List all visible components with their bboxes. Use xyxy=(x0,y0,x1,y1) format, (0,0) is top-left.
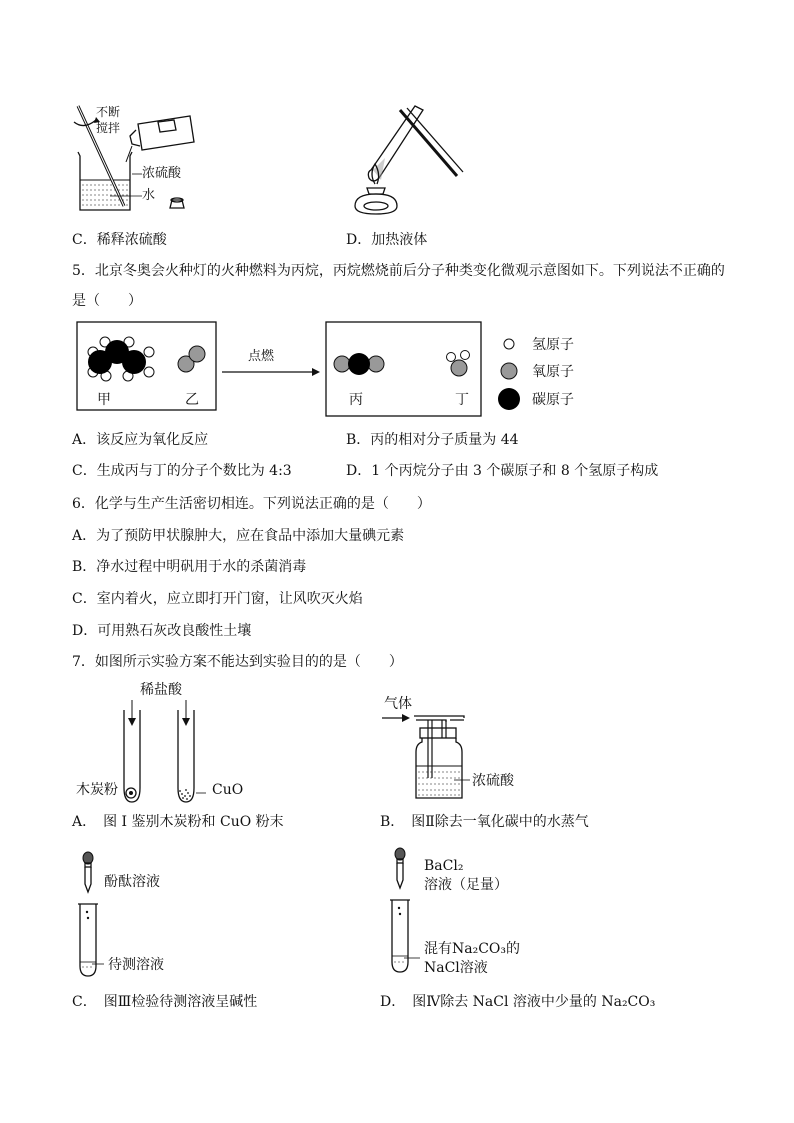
fig2-gas-label: 气体 xyxy=(384,696,412,712)
fig1-cuo-label: CuO xyxy=(212,782,244,798)
q5-option-d[interactable]: D．1 个丙烷分子由 3 个碳原子和 8 个氢原子构成 xyxy=(346,463,659,479)
fig4-mixture-label-1: 混有Na₂CO₃的 xyxy=(424,941,521,957)
label-bing: 丙 xyxy=(349,392,363,408)
label-yi: 乙 xyxy=(185,392,199,408)
fig2-acid-label: 浓硫酸 xyxy=(472,773,514,789)
fig1-acid-label: 稀盐酸 xyxy=(140,682,182,698)
q6-option-d[interactable]: D．可用熟石灰改良酸性土壤 xyxy=(72,623,252,639)
q4-option-d[interactable]: D．加热液体 xyxy=(346,232,428,248)
label-jia: 甲 xyxy=(97,392,111,408)
q6-option-a[interactable]: A．为了预防甲状腺肿大，应在食品中添加大量碘元素 xyxy=(72,528,405,544)
fig3-reagent-label: 酚酞溶液 xyxy=(104,874,160,890)
q5-stem-line2: 是（ ） xyxy=(72,293,142,309)
stir-label-1: 不断 xyxy=(96,105,121,119)
q7-option-d[interactable]: D． 图Ⅳ除去 NaCl 溶液中少量的 Na₂CO₃ xyxy=(380,994,656,1010)
q5-option-c[interactable]: C．生成丙与丁的分子个数比为 4:3 xyxy=(72,463,292,479)
heat-liquid-figure xyxy=(345,100,465,220)
q4-option-c[interactable]: C．稀释浓硫酸 xyxy=(72,232,167,248)
fig4-reagent-label-2: 溶液（足量） xyxy=(424,877,508,893)
label-ding: 丁 xyxy=(455,392,469,408)
legend-carbon: 碳原子 xyxy=(532,392,574,408)
q7-stem: 7．如图所示实验方案不能达到实验目的的是（ ） xyxy=(72,654,403,670)
fig1-charcoal-label: 木炭粉 xyxy=(76,782,118,798)
q5-option-b[interactable]: B．丙的相对分子质量为 44 xyxy=(346,432,519,448)
water-label: 水 xyxy=(142,188,156,203)
q6-option-c[interactable]: C．室内着火，应立即打开门窗，让风吹灭火焰 xyxy=(72,591,363,607)
q7-option-b[interactable]: B． 图Ⅱ除去一氧化碳中的水蒸气 xyxy=(380,814,589,830)
stir-label-2: 搅拌 xyxy=(96,121,121,135)
q7-option-a[interactable]: A． 图 I 鉴别木炭粉和 CuO 粉末 xyxy=(72,814,284,830)
conc-acid-label: 浓硫酸 xyxy=(142,166,182,181)
legend-oxygen: 氧原子 xyxy=(532,364,574,380)
legend-hydrogen: 氢原子 xyxy=(532,337,574,353)
fig3-sample-label: 待测溶液 xyxy=(108,957,164,973)
arrow-label: 点燃 xyxy=(248,349,275,364)
q6-option-b[interactable]: B．净水过程中明矾用于水的杀菌消毒 xyxy=(72,559,307,575)
dilute-acid-figure xyxy=(70,100,210,220)
fig4-mixture-label-2: NaCl溶液 xyxy=(424,960,488,976)
q6-stem: 6．化学与生产生活密切相连。下列说法正确的是（ ） xyxy=(72,496,431,512)
q5-stem-line1: 5．北京冬奥会火种灯的火种燃料为丙烷，丙烷燃烧前后分子种类变化微观示意图如下。下列说法不正确的 xyxy=(72,263,725,279)
q7-option-c[interactable]: C． 图Ⅲ检验待测溶液呈碱性 xyxy=(72,994,258,1010)
q5-option-a[interactable]: A．该反应为氧化反应 xyxy=(72,432,209,448)
fig4-reagent-label-1: BaCl₂ xyxy=(424,858,464,874)
